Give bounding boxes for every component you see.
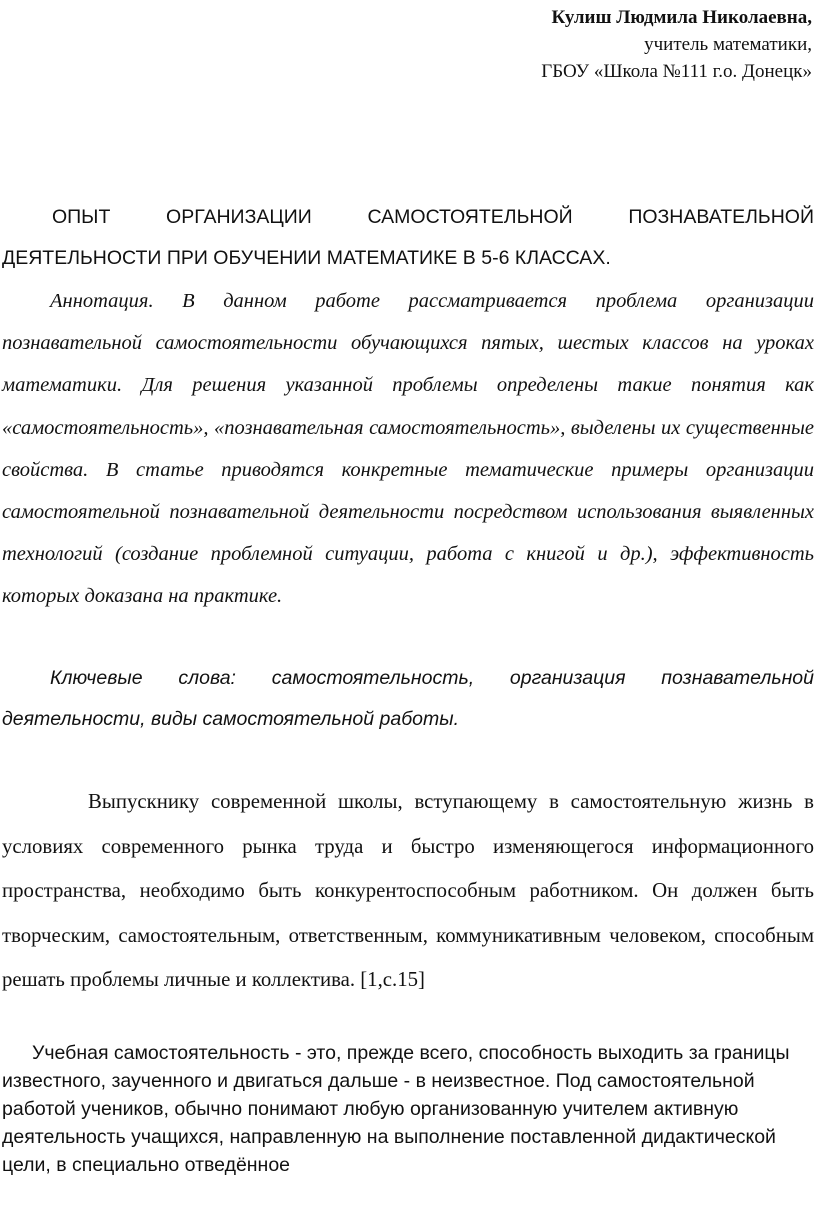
author-school: ГБОУ «Школа №111 г.о. Донецк» xyxy=(541,61,812,82)
article-title xyxy=(2,197,814,279)
title-line-2: ДЕЯТЕЛЬНОСТИ ПРИ ОБУЧЕНИИ МАТЕМАТИКЕ В 5-6 КЛАССАХ. xyxy=(2,247,611,269)
abstract-label: Аннотация. xyxy=(50,290,154,312)
body-paragraph-2: Учебная самостоятельность - это, прежде всего, способность выходить за границы известного, заученного и двигаться дальше - в неизвестное. Под самостоятельной работой учеников, обычно понимают любую организованную учителем активную деятельность учащихся, направленную на выполнение поставленной дидактической цели, в специально отведённое xyxy=(2,1042,790,1176)
keywords-label: Ключевые слова: xyxy=(50,667,236,689)
keywords-text: самостоятельность, организация познавательной деятельности, виды самостоятельной работы. xyxy=(2,667,814,730)
author-position: учитель математики, xyxy=(644,34,812,55)
author-name: Кулиш Людмила Николаевна, xyxy=(551,7,812,28)
abstract-text: В данном работе рассматривается проблема организации познавательной самостоятельности обучающихся пятых, шестых классов на уроках математики. Для решения указанной проблемы определены такие понятия как «самостоятельность», «познавательная самостоятельность», выделены их существенные свойства. В статье приводятся конкретные тематические примеры организации самостоятельной познавательной деятельности посредством использования выявленных технологий (создание проблемной ситуации, работа с книгой и др.), эффективность которых доказана на практике. xyxy=(2,290,814,608)
author-block xyxy=(541,4,812,85)
title-line-1: ОПЫТ ОРГАНИЗАЦИИ САМОСТОЯТЕЛЬНОЙ ПОЗНАВАТЕЛЬНОЙ xyxy=(52,206,814,228)
keywords xyxy=(2,658,814,740)
abstract xyxy=(2,280,814,618)
body-paragraph-1: Выпускнику современной школы, вступающему в самостоятельную жизнь в условиях современного рынка труда и быстро изменяющегося информационного пространства, необходимо быть конкурентоспособным работником. Он должен быть творческим, самостоятельным, ответственным, коммуникативным человеком, способным решать проблемы личные и коллектива. [1,с.15] xyxy=(2,790,814,991)
